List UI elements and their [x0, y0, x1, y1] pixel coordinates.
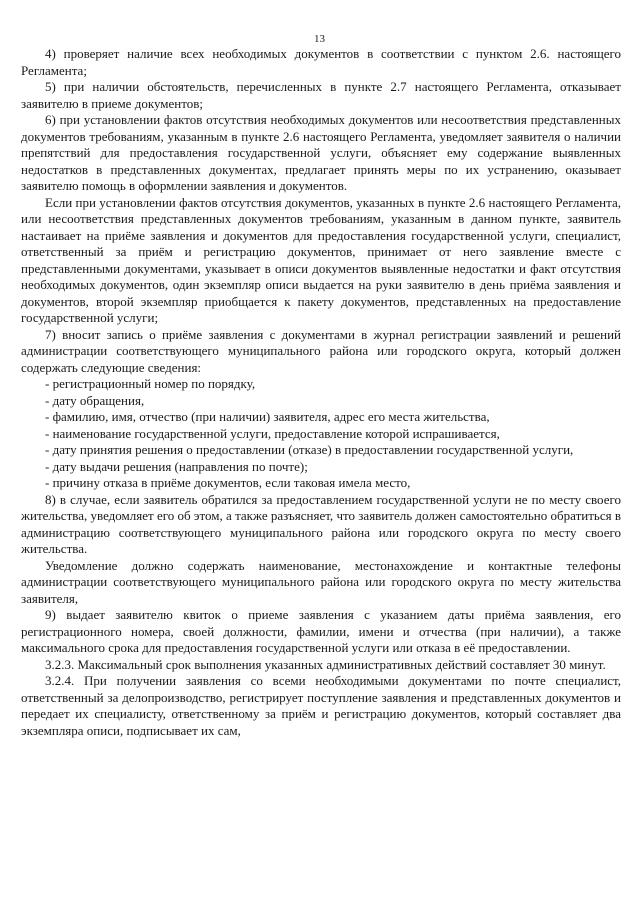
paragraph-item-4: 4) проверяет наличие всех необходимых документов в соответствии с пунктом 2.6. настоящего Регламента;: [21, 46, 621, 78]
paragraph-item-6: 6) при установлении фактов отсутствия необходимых документов или несоответствия представленных документов требованиям, указанным в пункте 2.6 настоящего Регламента, уведомляет заявителя о наличии препятствий для предоставления государственной услуги, объясняет ему содержание выявленных недостатков в представленных документах, предлагает принять меры по их устранению, оказывает заявителю помощь в оформлении заявления и документов.: [21, 112, 621, 193]
paragraph-notification: Уведомление должно содержать наименование, местонахождение и контактные телефоны администрации соответствующего муниципального района или городского округа по месту жительства заявителя,: [21, 557, 621, 606]
list-item-decision-date: - дату принятия решения о предоставлении (отказе) в предоставлении государственной услуги,: [45, 442, 574, 457]
paragraph-item-8: 8) в случае, если заявитель обратился за предоставлением государственной услуги не по месту своего жительства, уведомляет его об этом, а также разъясняет, что заявитель должен самостоятельно обратиться в администрацию соответствующего муниципального района или городского округа по месту своего жительства.: [21, 491, 621, 556]
list-item-issue-date: - дату выдачи решения (направления по почте);: [45, 458, 308, 474]
page-number: 13: [314, 33, 325, 45]
paragraph-3-2-4: 3.2.4. При получении заявления со всеми необходимыми документами по почте специалист, ответственный за делопроизводство, регистрирует поступление заявления и представленных документов и передает их специалисту, ответственному за приём и регистрацию документов, который составляет два экземпляра описи, подписывает их сам,: [21, 673, 621, 738]
list-item-request-date: - дату обращения,: [45, 392, 145, 408]
list-item-refusal-reason: - причину отказа в приёме документов, если таковая имела место,: [45, 475, 411, 490]
list-item-service-name: - наименование государственной услуги, предоставление которой испрашивается,: [45, 425, 500, 441]
document-body: [21, 46, 621, 739]
paragraph-item-7: 7) вносит запись о приёме заявления с документами в журнал регистрации заявлений и решений администрации соответствующего муниципального района или городского округа, который должен содержать следующие сведения:: [21, 326, 621, 375]
list-item-applicant-name: - фамилию, имя, отчество (при наличии) заявителя, адрес его места жительства,: [45, 409, 490, 424]
paragraph-item-9: 9) выдает заявителю квиток о приеме заявления с указанием даты приёма заявления, его регистрационного номера, своей должности, фамилии, имени и отчества (при наличии), а также максимального срока для предоставления государственной услуги или отказа в её предоставлении.: [21, 607, 621, 655]
paragraph-missing-documents: Если при установлении фактов отсутствия документов, указанных в пункте 2.6 настоящего Регламента, или несоответствия представленных документов требованиям, указанным в данном пункте, заявитель настаивает на приёме заявления и документов для предоставления государственной услуги, специалист, ответственный за приём и регистрацию документов, принимает от него заявление вместе с представленными документами, указывает в описи документов выявленные недостатки и факт отсутствия необходимых документов, один экземпляр описи выдается на руки заявителю в день приёма заявления и документов, второй экземпляр приобщается к пакету документов, представленных на предоставление государственной услуги;: [21, 194, 621, 325]
list-item-registration-number: - регистрационный номер по порядку,: [45, 376, 256, 391]
paragraph-item-5: 5) при наличии обстоятельств, перечисленных в пункте 2.7 настоящего Регламента, отказывает заявителю в приеме документов;: [21, 79, 621, 111]
paragraph-3-2-3: 3.2.3. Максимальный срок выполнения указанных административных действий составляет 30 минут.: [45, 656, 606, 672]
